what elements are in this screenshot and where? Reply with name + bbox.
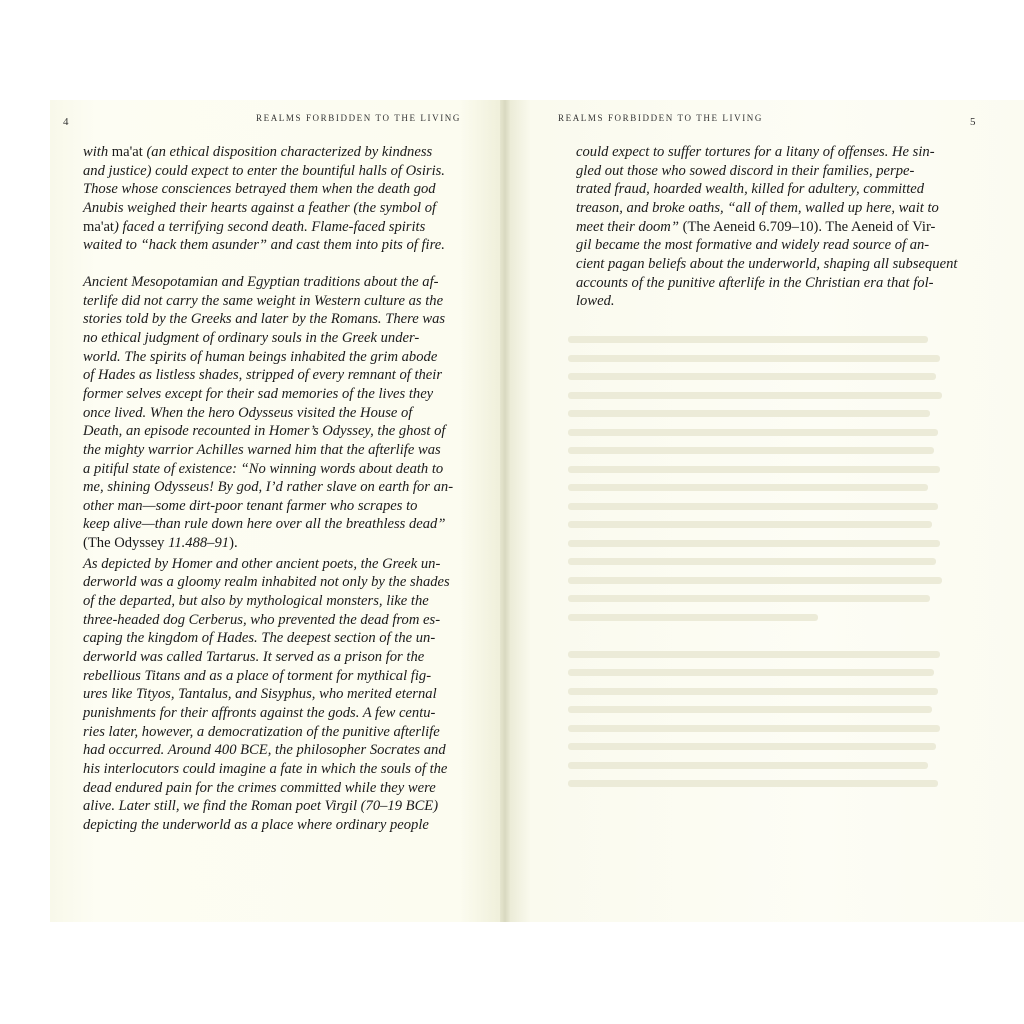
text-line: ries later, however, a democratization of the punitive afterlife [83,723,440,740]
text-line: (The Odyssey 11.488–91). [83,535,238,552]
text-line: keep alive—than rule down here over all the breathless dead” [83,516,446,533]
paragraph-1 [83,143,467,255]
text-line: dead endured pain for the crimes committed while they were [83,779,436,796]
text-line: other man—some dirt-poor tenant farmer who scrapes to [83,497,418,514]
left-body-text [83,143,467,835]
text-line: ma'at) faced a terrifying second death. Flame-faced spirits [83,218,426,235]
text-line: gil became the most formative and widely read source of an- [576,237,930,254]
text-line: lowed. [576,293,615,310]
text-line: three-headed dog Cerberus, who prevented the dead from es- [83,611,441,628]
text-line: treason, and broke oaths, “all of them, walled up here, wait to [576,199,939,216]
text-line: once lived. When the hero Odysseus visited the House of [83,404,413,421]
text-line: terlife did not carry the same weight in Western culture as the [83,292,444,309]
text-line: could expect to suffer tortures for a litany of offenses. He sin- [576,144,935,160]
text-line: me, shining Odysseus! By god, I’d rather slave on earth for an- [83,479,454,496]
text-line: rebellious Titans and as a place of torment for mythical fig- [83,667,432,684]
text-line: a pitiful state of existence: “No winning words about death to [83,460,444,477]
right-running-head: REALMS FORBIDDEN TO THE LIVING [558,113,764,123]
left-page-number: 4 [63,116,69,128]
text-line: world. The spirits of human beings inhabited the grim abode [83,348,438,365]
text-line: meet their doom” (The Aeneid 6.709–10). The Aeneid of Vir- [576,218,936,235]
paragraph-continued [576,143,958,311]
text-line: with ma'at (an ethical disposition characterized by kindness [83,144,433,160]
text-line: caping the kingdom of Hades. The deepest section of the un- [83,630,436,647]
text-line: waited to “hack them asunder” and cast them into pits of fire. [83,237,445,254]
text-line: accounts of the punitive afterlife in the Christian era that fol- [576,274,934,291]
text-line: Ancient Mesopotamian and Egyptian traditions about the af- [83,273,439,290]
right-body-text [576,143,958,311]
text-line: gled out those who sowed discord in their families, perpe- [576,162,915,179]
text-line: Anubis weighed their hearts against a feather (the symbol of [83,199,437,216]
text-line: Those whose consciences betrayed them when the death god [83,181,436,198]
text-line: trated fraud, hoarded wealth, killed for adultery, committed [576,181,925,198]
text-line: of the departed, but also by mythological monsters, like the [83,593,429,610]
text-line: stories told by the Greeks and later by the Romans. There was [83,311,446,328]
text-line: cient pagan beliefs about the underworld, shaping all subsequent [576,255,958,272]
show-through-text [568,330,946,850]
paragraph-3 [83,555,467,835]
text-line: and justice) could expect to enter the bountiful halls of Osiris. [83,162,445,179]
right-page-number: 5 [970,116,976,128]
text-line: Death, an episode recounted in Homer’s Odyssey, the ghost of [83,423,446,440]
text-line: derworld was called Tartarus. It served as a prison for the [83,649,425,666]
text-line: depicting the underworld as a place where ordinary people [83,816,429,833]
text-line: As depicted by Homer and other ancient poets, the Greek un- [83,555,441,572]
text-line: no ethical judgment of ordinary souls in the Greek under- [83,329,420,346]
text-line: former selves except for their sad memories of the lives they [83,385,434,402]
text-line: the mighty warrior Achilles warned him that the afterlife was [83,441,441,458]
text-line: of Hades as listless shades, stripped of every remnant of their [83,367,443,384]
text-line: his interlocutors could imagine a fate in which the souls of the [83,761,448,777]
book-gutter [500,100,510,922]
paragraph-2 [83,273,467,553]
text-line: alive. Later still, we find the Roman poet Virgil (70–19 BCE) [83,798,439,815]
text-line: punishments for their affronts against the gods. A few centu- [83,705,436,722]
left-running-head: REALMS FORBIDDEN TO THE LIVING [256,113,462,123]
text-line: ures like Tityos, Tantalus, and Sisyphus, who merited eternal [83,686,437,703]
text-line: had occurred. Around 400 BCE, the philosopher Socrates and [83,742,446,759]
text-line: derworld was a gloomy realm inhabited not only by the shades [83,574,450,591]
